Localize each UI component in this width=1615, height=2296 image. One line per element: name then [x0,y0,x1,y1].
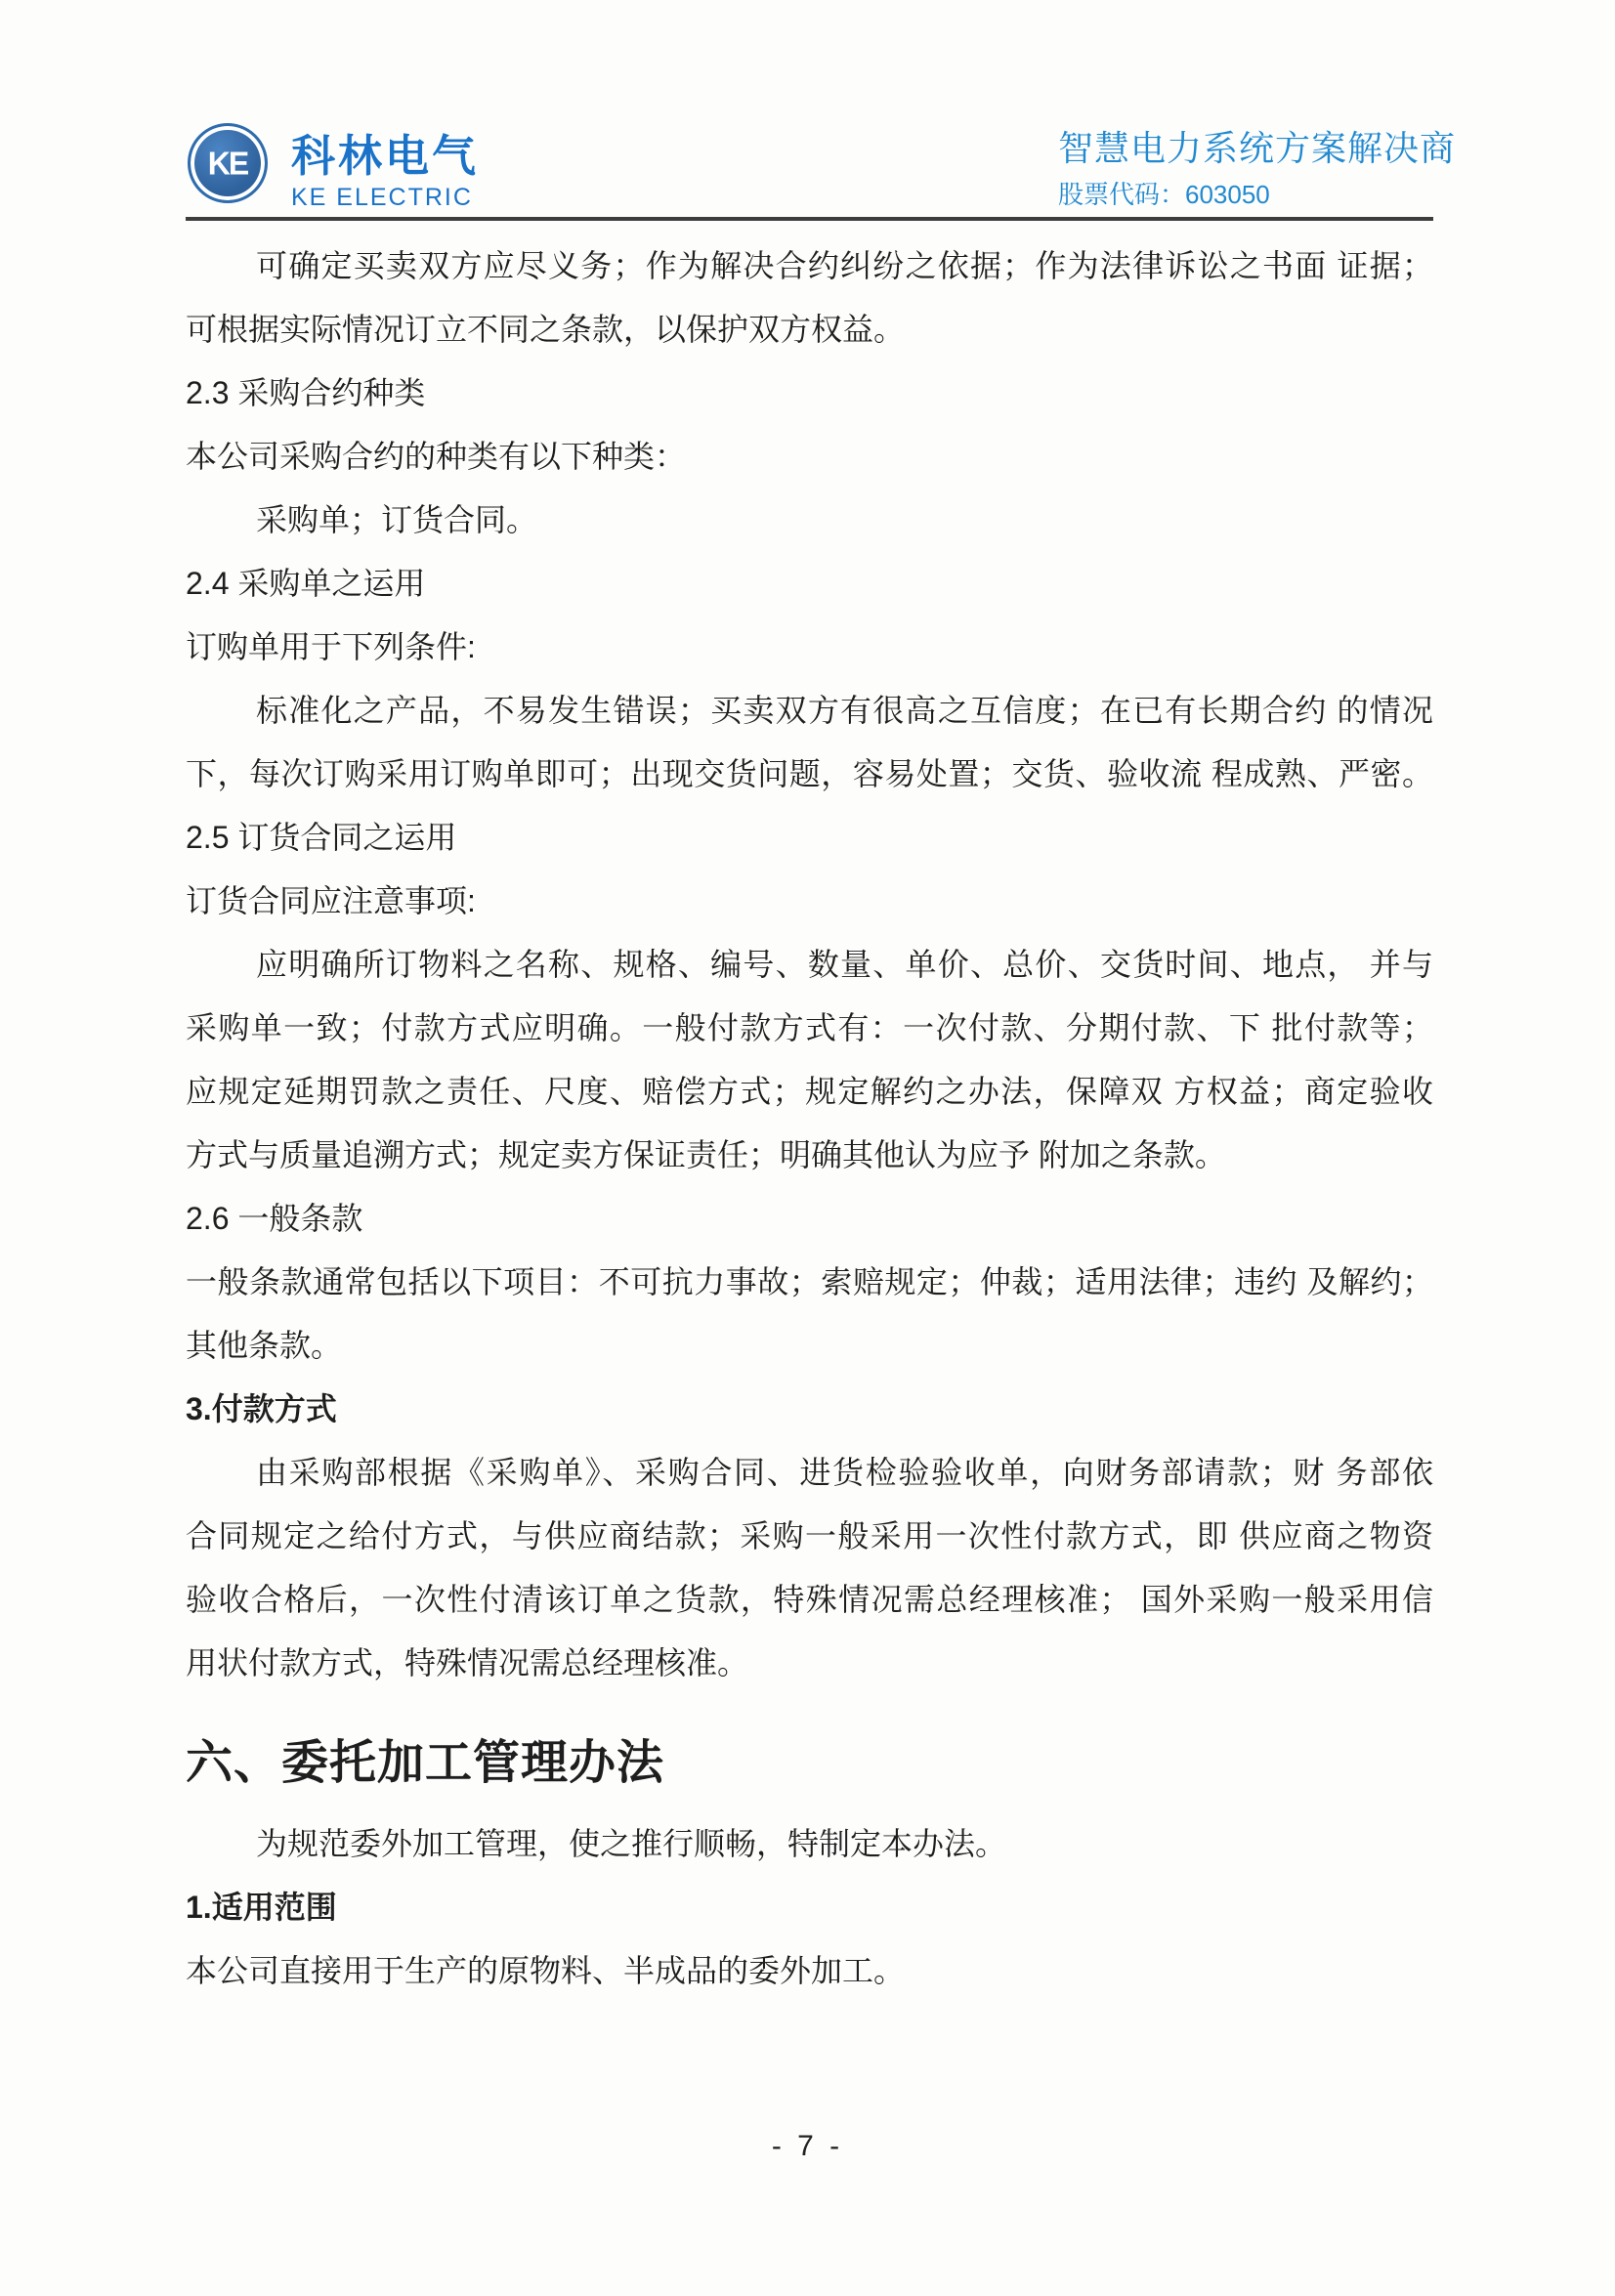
header-right-block [1058,125,1457,209]
document-body [186,234,1433,2003]
text-line: 合同规定之给付方式，与供应商结款；采购一般采用一次性付款方式，即 供应商之物资 [186,1518,1433,1553]
text-line: 为规范委外加工管理，使之推行顺畅，特制定本办法。 [256,1826,1007,1861]
logo-monogram: KE [207,144,248,182]
text-line: 一般条款通常包括以下项目：不可抗力事故；索赔规定；仲裁；适用法律；违约 及解约； [186,1264,1433,1299]
header-divider [186,217,1433,221]
logo-text-block [291,123,479,211]
text-line: 由采购部根据《采购单》、采购合同、进货检验验收单，向财务部请款；财 务部依 [256,1455,1433,1490]
text-line: 其他条款。 [186,1328,343,1363]
text-line: 应明确所订物料之名称、规格、编号、数量、单价、总价、交货时间、地点， 并与 [256,947,1433,982]
text-line: 本公司直接用于生产的原物料、半成品的委外加工。 [186,1953,906,1988]
text-line: 可根据实际情况订立不同之条款，以保护双方权益。 [186,312,906,347]
ke-logo-icon [188,123,268,203]
section-heading: 六、委托加工管理办法 [186,1737,665,1789]
company-name-en: KE ELECTRIC [291,184,473,211]
sub-heading: 3.付款方式 [186,1391,337,1426]
sub-heading: 1.适用范围 [186,1890,337,1925]
company-tagline: 智慧电力系统方案解决商 [1058,128,1457,168]
text-line: 应规定延期罚款之责任、尺度、赔偿方式；规定解约之办法，保障双 方权益；商定验收 [186,1074,1433,1109]
text-line: 本公司采购合约的种类有以下种类： [186,439,687,474]
text-line: 2.6 一般条款 [186,1201,363,1236]
text-line: 2.3 采购合约种类 [186,375,426,410]
text-line: 采购单；订货合同。 [256,502,538,537]
text-line: 标准化之产品，不易发生错误；买卖双方有很高之互信度；在已有长期合约 的情况 [256,693,1433,728]
text-line: 可确定买卖双方应尽义务；作为解决合约纠纷之依据；作为法律诉讼之书面 证据； [256,248,1433,283]
text-line: 用状付款方式，特殊情况需总经理核准。 [186,1645,749,1680]
text-line: 2.5 订货合同之运用 [186,820,457,855]
text-line: 方式与质量追溯方式；规定卖方保证责任；明确其他认为应予 附加之条款。 [186,1137,1226,1172]
text-line: 采购单一致；付款方式应明确。一般付款方式有：一次付款、分期付款、下 批付款等； [186,1010,1433,1045]
company-logo [188,123,479,211]
text-line: 下，每次订购采用订购单即可；出现交货问题，容易处置；交货、验收流 程成熟、严密。 [186,756,1433,791]
text-line: 验收合格后，一次性付清该订单之货款，特殊情况需总经理核准； 国外采购一般采用信 [186,1582,1433,1617]
text-line: 订货合同应注意事项: [186,883,476,918]
text-line: 订购单用于下列条件: [186,629,476,664]
page-number: - 7 - [771,2130,844,2162]
stock-code: 股票代码：603050 [1058,180,1270,209]
company-name-zh: 科林电气 [291,131,480,181]
text-line: 2.4 采购单之运用 [186,566,426,601]
